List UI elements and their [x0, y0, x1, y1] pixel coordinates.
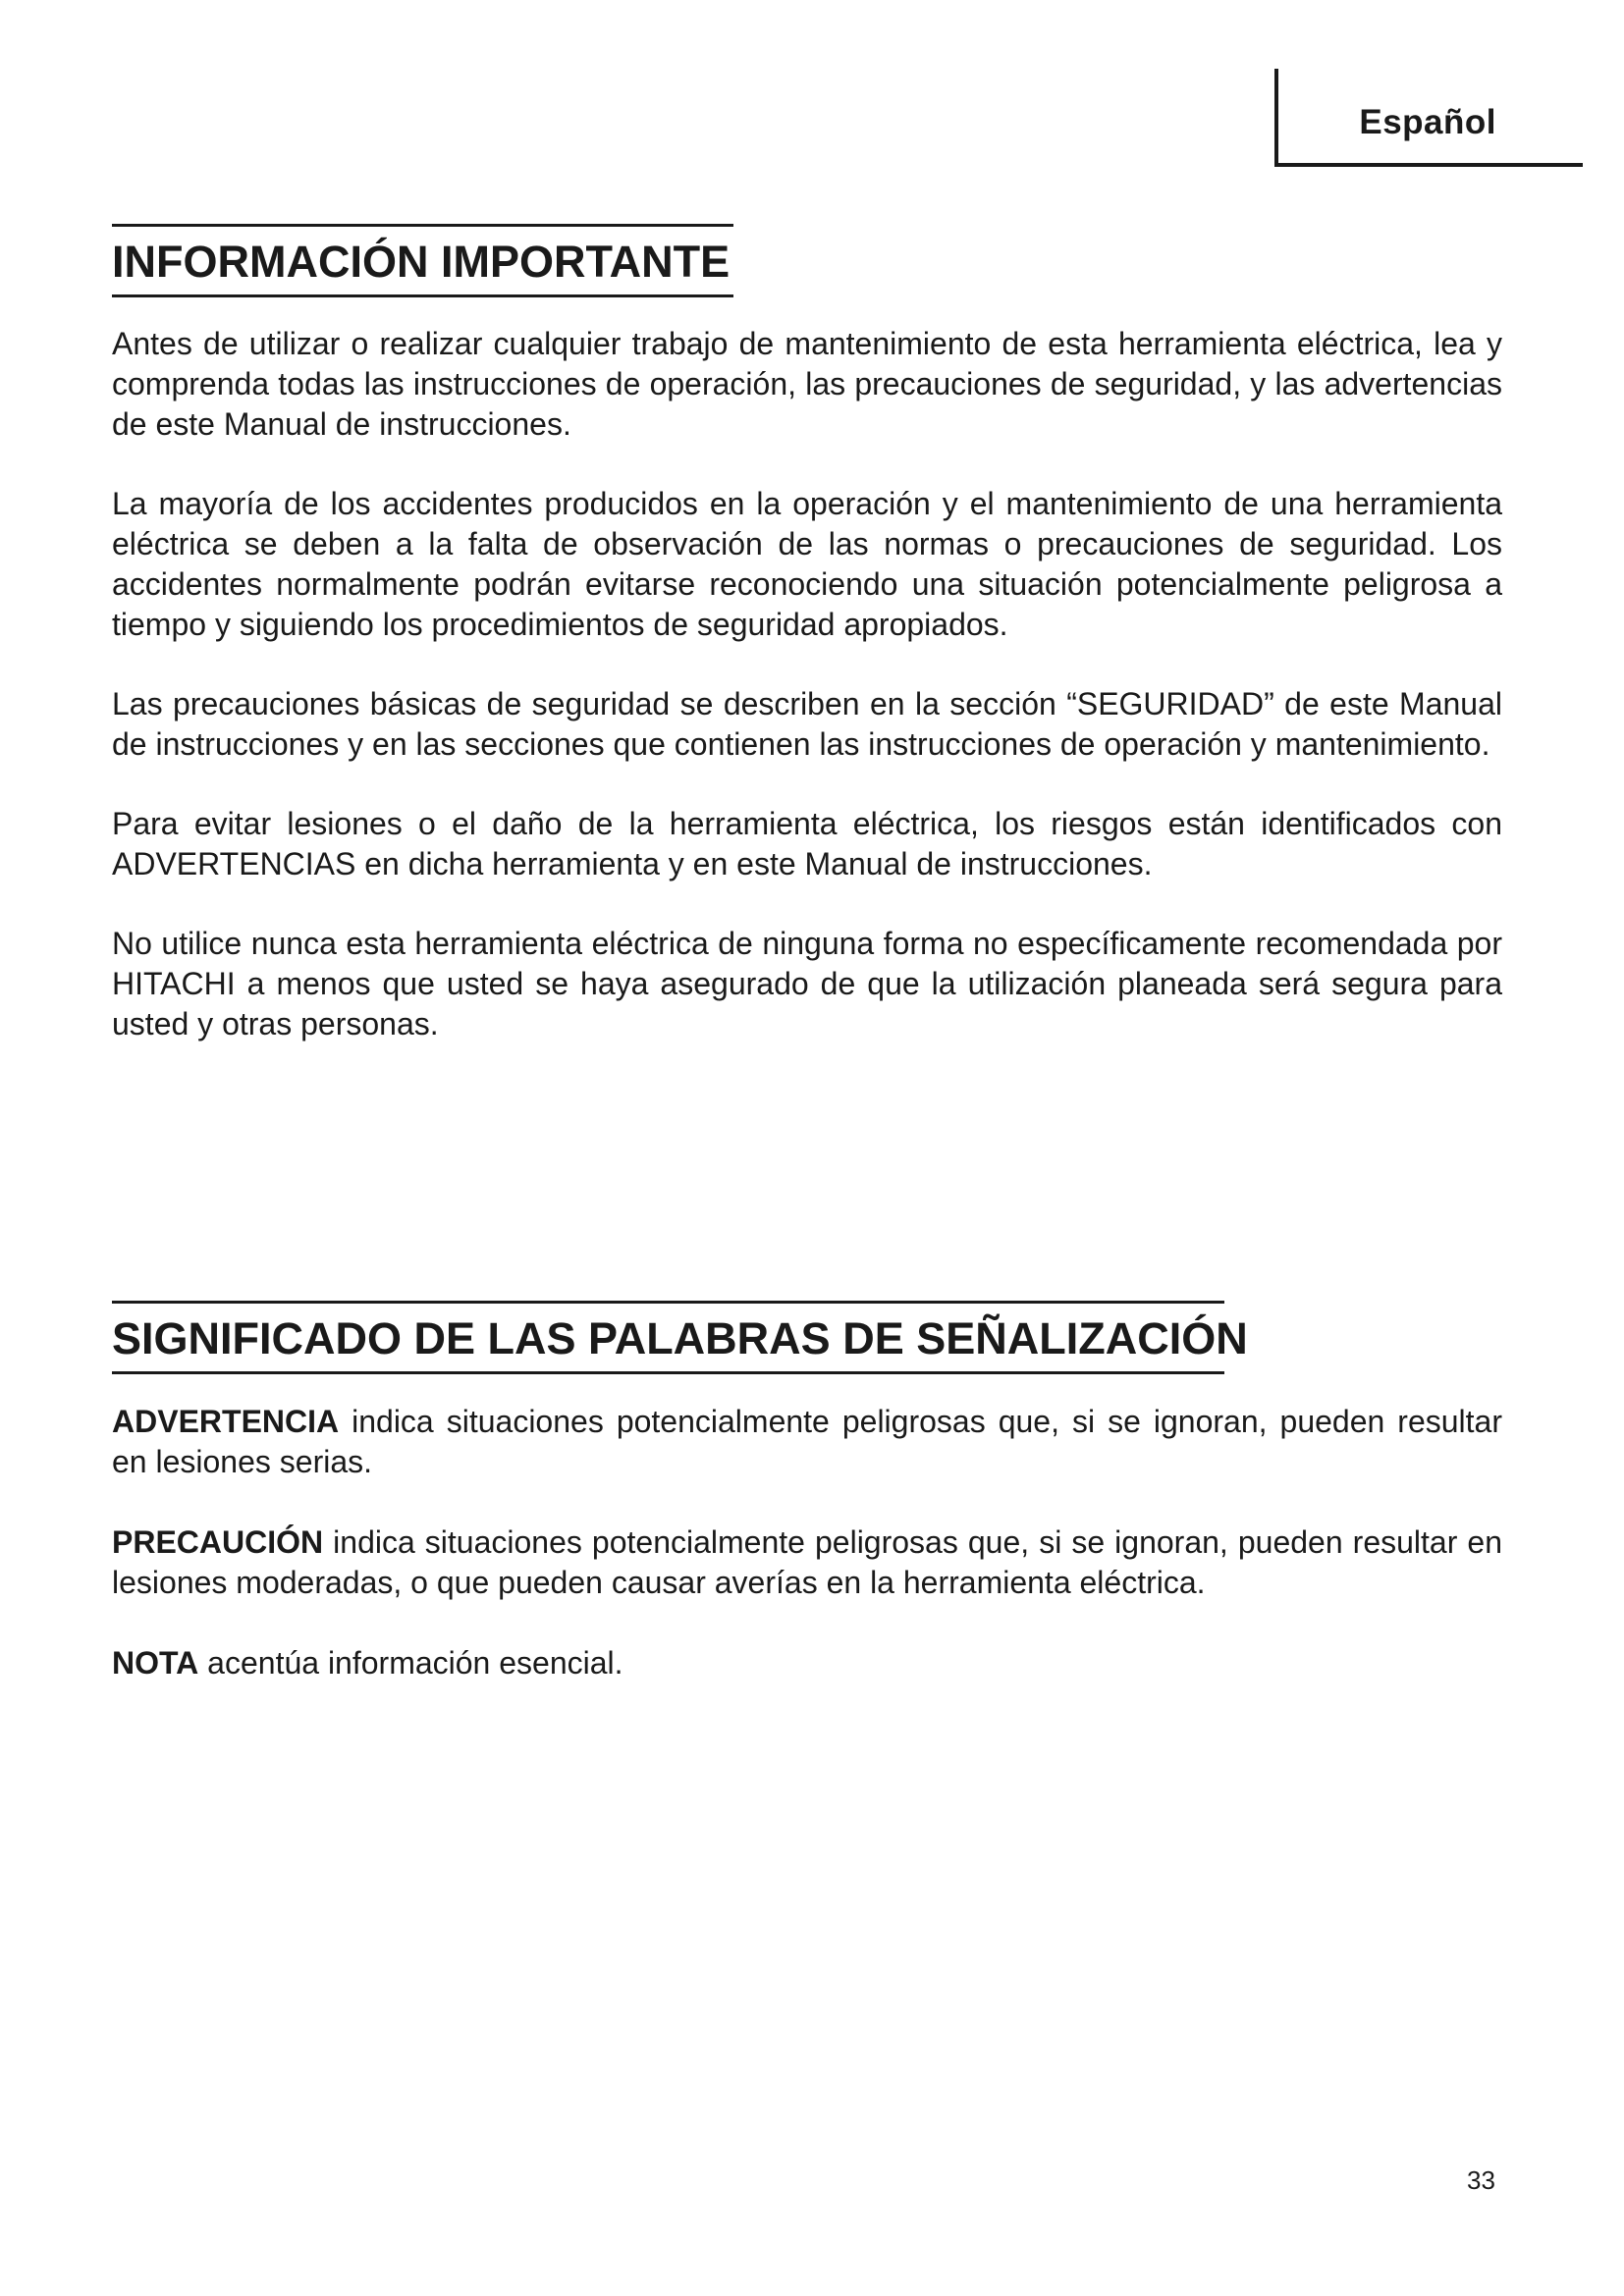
signal-term-note: NOTA — [112, 1645, 199, 1681]
language-label: Español — [1359, 103, 1496, 141]
section-important-info-body — [112, 324, 1502, 1044]
signal-term-warning: ADVERTENCIA — [112, 1404, 340, 1439]
section-signal-words-body — [112, 1402, 1502, 1683]
paragraph-basic-precautions: Las precauciones básicas de seguridad se describen en la sección “SEGURIDAD” de este Manual de instrucciones y en las secciones que contienen las instrucciones de operación y mantenimiento. — [112, 686, 1502, 762]
signal-desc-note: acentúa información esencial. — [198, 1645, 623, 1681]
signal-word-note — [112, 1643, 1502, 1683]
signal-desc-warning: indica situaciones potencialmente peligrosas que, si se ignoran, pueden resultar en lesiones serias. — [112, 1404, 1502, 1479]
paragraph-accidents: La mayoría de los accidentes producidos en la operación y el mantenimiento de una herramienta eléctrica se deben a la falta de observación de las normas o precauciones de seguridad. Los accidentes normalmente podrán evitarse reconociendo una situación potencialmente peligrosa a tiempo y siguiendo los procedimientos de seguridad apropiados. — [112, 486, 1502, 642]
signal-word-warning — [112, 1402, 1502, 1482]
signal-term-caution: PRECAUCIÓN — [112, 1524, 324, 1560]
paragraph-avoid-injury: Para evitar lesiones o el daño de la herramienta eléctrica, los riesgos están identificados con ADVERTENCIAS en dicha herramienta y en este Manual de instrucciones. — [112, 806, 1502, 881]
language-tab — [1274, 69, 1583, 167]
page-number: 33 — [1467, 2165, 1495, 2195]
paragraph-before-use: Antes de utilizar o realizar cualquier trabajo de mantenimiento de esta herramienta eléctrica, lea y comprenda todas las instrucciones de operación, las precauciones de seguridad, y las advertencias de este Manual de instrucciones. — [112, 326, 1502, 442]
section-heading-important-info: INFORMACIÓN IMPORTANTE — [112, 224, 733, 297]
section-heading-signal-words: SIGNIFICADO DE LAS PALABRAS DE SEÑALIZACIÓN — [112, 1301, 1224, 1374]
signal-desc-caution: indica situaciones potencialmente peligrosas que, si se ignoran, pueden resultar en lesiones moderadas, o que pueden causar averías en la herramienta eléctrica. — [112, 1524, 1502, 1600]
paragraph-never-use: No utilice nunca esta herramienta eléctrica de ninguna forma no específicamente recomendada por HITACHI a menos que usted se haya asegurado de que la utilización planeada será segura para usted y otras personas. — [112, 926, 1502, 1041]
signal-word-caution — [112, 1522, 1502, 1603]
